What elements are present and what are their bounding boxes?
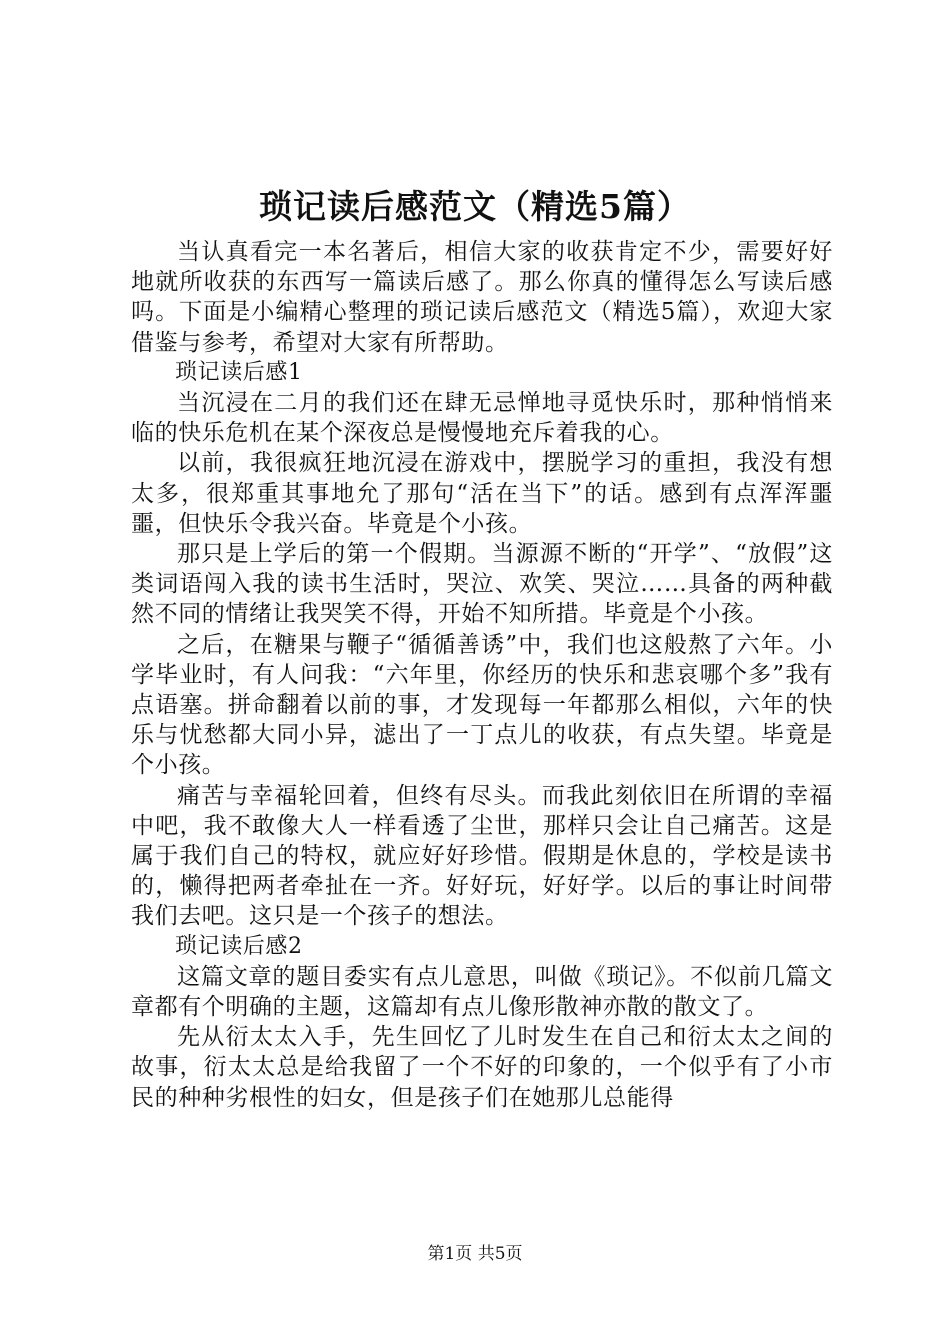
page-footer: 第1页 共5页 — [427, 1244, 523, 1264]
body-paragraph: 痛苦与幸福轮回着，但终有尽头。而我此刻依旧在所谓的幸福中吧，我不敢像大人一样看透了尘世，那样只会让自己痛苦。这是属于我们自己的特权，就应好好珍惜。假期是休息的，学校是读书的，懒得把两者牵扯在一齐。好好玩，好好学。以后的事让时间带我们去吧。这只是一个孩子的想法。 — [131, 782, 833, 930]
document-body — [131, 237, 833, 1113]
body-paragraph: 当沉浸在二月的我们还在肆无忌惮地寻觅快乐时，那种悄悄来临的快乐危机在某个深夜总是慢慢地充斥着我的心。 — [131, 390, 833, 447]
section-heading-1: 琐记读后感1 — [175, 359, 303, 385]
body-paragraph: 这篇文章的题目委实有点儿意思，叫做《琐记》。不似前几篇文章都有个明确的主题，这篇却有点儿像形散神亦散的散文了。 — [131, 963, 833, 1021]
body-paragraph: 以前，我很疯狂地沉浸在游戏中，摆脱学习的重担，我没有想太多，很郑重其事地允了那句“活在当下”的话。感到有点浑浑噩噩，但快乐令我兴奋。毕竟是个小孩。 — [131, 450, 833, 537]
body-paragraph: 之后，在糖果与鞭子“循循善诱”中，我们也这般熬了六年。小学毕业时，有人问我：“六年里，你经历的快乐和悲哀哪个多”我有点语塞。拼命翻着以前的事，才发现每一年都那么相似，六年的快乐与忧愁都大同小异，滤出了一丁点儿的收获，有点失望。毕竟是个小孩。 — [131, 631, 833, 779]
document-title: 琐记读后感范文（精选5篇） — [259, 187, 691, 226]
body-paragraph: 那只是上学后的第一个假期。当源源不断的“开学”、“放假”这类词语闯入我的读书生活时，哭泣、欢笑、哭泣……具备的两种截然不同的情绪让我哭笑不得，开始不知所措。毕竟是个小孩。 — [131, 541, 833, 628]
section-heading-2: 琐记读后感2 — [175, 933, 303, 959]
intro-paragraph: 当认真看完一本名著后，相信大家的收获肯定不少，需要好好地就所收获的东西写一篇读后感了。那么你真的懂得怎么写读后感吗。下面是小编精心整理的琐记读后感范文（精选5篇），欢迎大家借鉴与参考，希望对大家有所帮助。 — [131, 239, 833, 356]
body-paragraph: 先从衍太太入手，先生回忆了儿时发生在自己和衍太太之间的故事，衍太太总是给我留了一个不好的印象的，一个似乎有了小市民的种种劣根性的妇女，但是孩子们在她那儿总能得 — [131, 1024, 833, 1111]
